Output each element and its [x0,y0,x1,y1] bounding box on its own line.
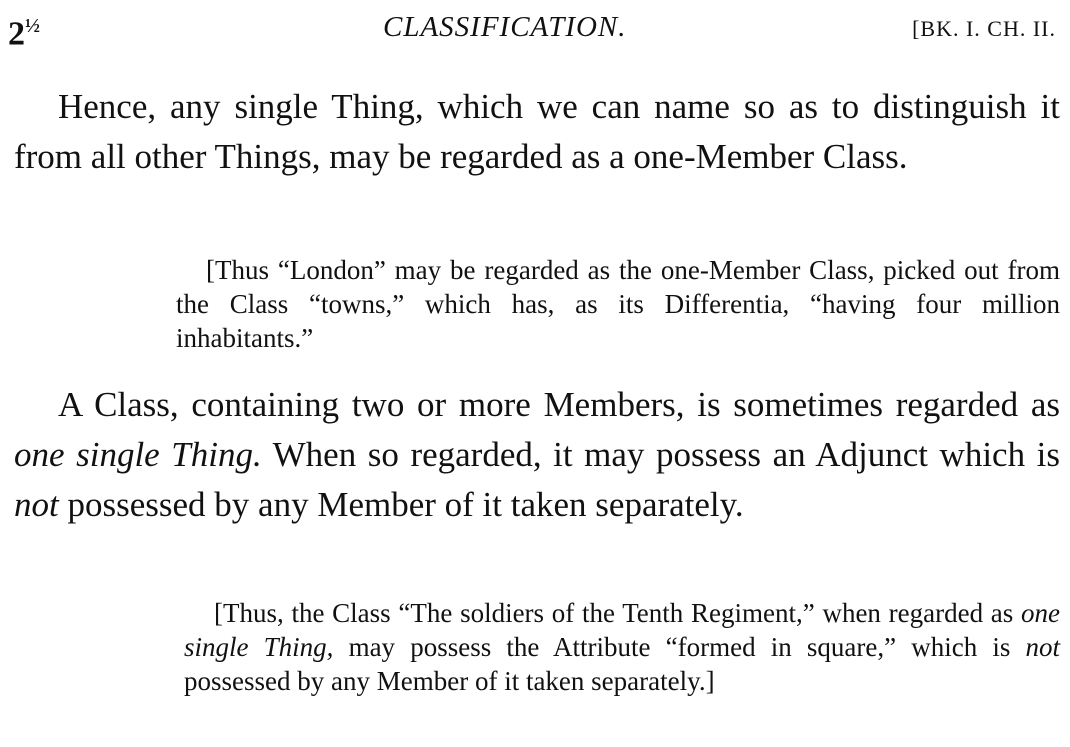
page-number [8,6,40,54]
note-two-text-3: possessed by any Member of it taken separately.] [184,666,715,696]
paragraph-two-text-1: A Class, containing two or more Members, is sometimes regarded as [58,385,1060,424]
note-two-text-2: may possess the Attribute “formed in square,” which is [333,632,1026,662]
paragraph-one-member-class: Hence, any single Thing, which we can name so as to distinguish it from all other Things, may be regarded as a one-Member Class. [14,87,1060,176]
page-number-fraction: ½ [25,15,40,37]
note-london-example: [Thus “London” may be regarded as the one-Member Class, picked out from the Class “towns,” which has, as its Differentia, “having four million inhabitants.” [176,255,1060,353]
note-two-emphasis-1: one single Thing, [184,598,1060,662]
paragraph-two-text-2: When so regarded, it may possess an Adjunct which is [261,435,1060,474]
page-header [0,6,1070,53]
note-two-emphasis-2: not [1025,632,1061,662]
paragraph-class-as-single-thing [14,380,1060,530]
section-reference: [BK. I. CH. II. [912,16,1056,41]
note-two-text-1: [Thus, the Class “The soldiers of the Tenth Regiment,” when regarded as [214,598,1022,628]
note-soldiers-example [184,596,1060,698]
paragraph-two-emphasis-2: not [14,485,59,524]
paragraph-two-text-3: possessed by any Member of it taken separately. [58,485,744,524]
page-number-whole: 2 [8,15,25,53]
paragraph-two-emphasis-1: one single Thing. [14,435,262,474]
running-title: CLASSIFICATION. [383,11,627,43]
